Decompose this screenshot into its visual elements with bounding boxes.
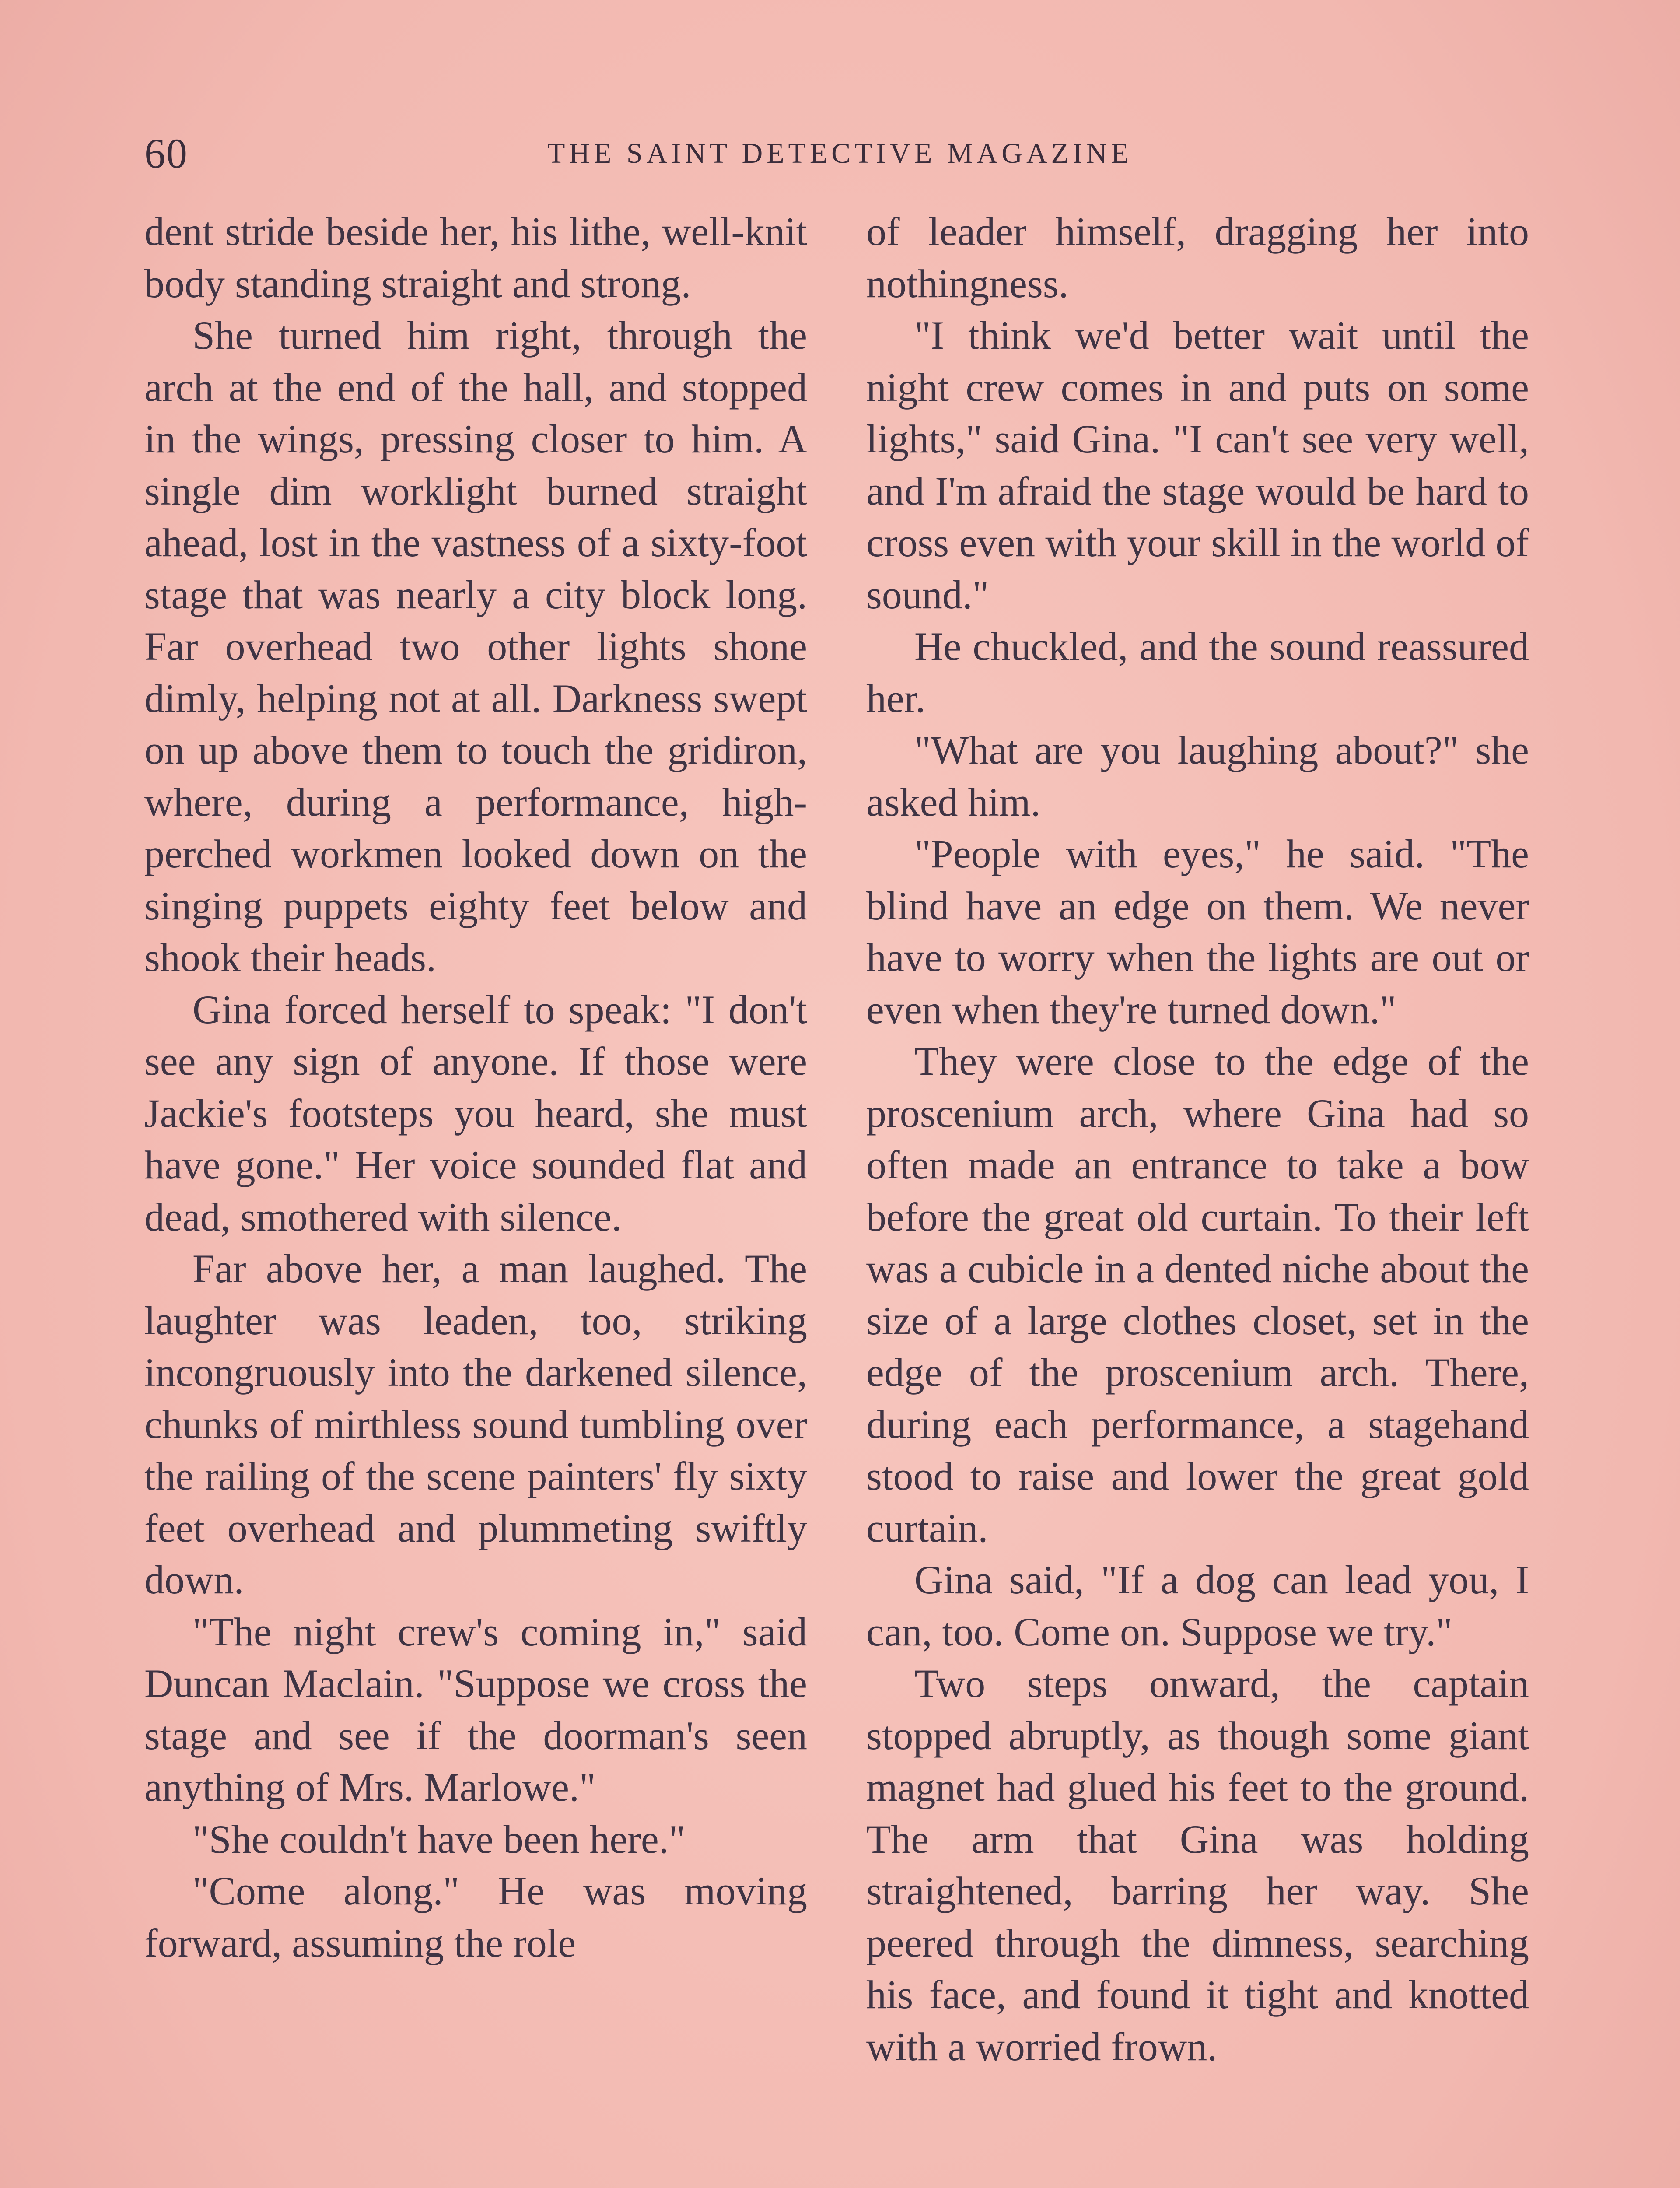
paragraph: "Come along." He was moving forward, assuming the role (144, 1869, 807, 1965)
paragraph: dent stride beside her, his lithe, well-knit body standing straight and strong. (144, 209, 807, 306)
paragraph: Gina said, "If a dog can lead you, I can, too. Come on. Suppose we try." (866, 1557, 1529, 1654)
paragraph: Far above her, a man laughed. The laughter was leaden, too, striking incongruously into the darkened silence, chunks of mirthless sound tumbling over the railing of the scene painters' fly sixty feet overhead and plummeting swiftly down. (144, 1246, 807, 1602)
running-title: THE SAINT DETECTIVE MAGAZINE (547, 137, 1133, 169)
paragraph: "I think we'd better wait until the night crew comes in and puts on some lights," said Gina. "I can't see very well, and I'm afraid the stage would be hard to cross even with your skill in the world of sound." (866, 313, 1529, 617)
paragraph: Gina forced herself to speak: "I don't see any sign of anyone. If those were Jackie's footsteps you heard, she must have gone." Her voice sounded flat and dead, smothered with silence. (144, 987, 807, 1239)
paragraph: "The night crew's coming in," said Duncan Maclain. "Suppose we cross the stage and see if the doorman's seen anything of Mrs. Marlowe." (144, 1609, 807, 1809)
left-column (144, 206, 807, 1969)
right-column (866, 206, 1529, 2072)
paragraph: of leader himself, dragging her into nothingness. (866, 209, 1529, 306)
paragraph: He chuckled, and the sound reassured her. (866, 624, 1529, 721)
paragraph: "What are you laughing about?" she asked him. (866, 728, 1529, 824)
page-number: 60 (144, 130, 188, 177)
paragraph: "She couldn't have been here." (192, 1816, 686, 1862)
paragraph: Two steps onward, the captain stopped abruptly, as though some giant magnet had glued his feet to the ground. The arm that Gina was holding straightened, barring her way. She peered through the dimness, searching his face, and found it tight and knotted with a worried frown. (866, 1661, 1529, 2069)
paragraph: They were close to the edge of the proscenium arch, where Gina had so often made an entrance to take a bow before the great old curtain. To their left was a cubicle in a dented niche about the size of a large clothes closet, set in the edge of the proscenium arch. There, during each performance, a stagehand stood to raise and lower the great gold curtain. (866, 1039, 1529, 1550)
paragraph: "People with eyes," he said. "The blind have an edge on them. We never have to worry when the lights are out or even when they're turned down." (866, 831, 1529, 1032)
paragraph: She turned him right, through the arch at the end of the hall, and stopped in the wings, pressing closer to him. A single dim worklight burned straight ahead, lost in the vastness of a sixty-foot stage that was nearly a city block long. Far overhead two other lights shone dimly, helping not at all. Darkness swept on up above them to touch the gridiron, where, during a performance, high-perched workmen looked down on the singing puppets eighty feet below and shook their heads. (144, 313, 807, 980)
page-header (144, 129, 1536, 190)
